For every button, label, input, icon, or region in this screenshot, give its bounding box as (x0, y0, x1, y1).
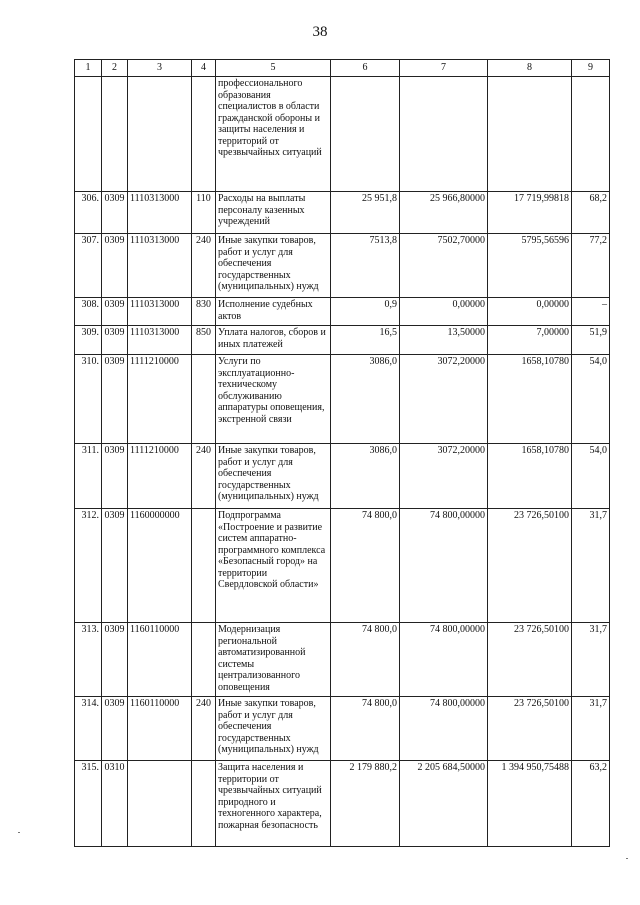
value-col-8: 17 719,99818 (488, 192, 572, 234)
value-col-7: 13,50000 (400, 326, 488, 355)
item-name: Уплата налогов, сборов и иных платежей (216, 326, 331, 355)
expense-type (192, 355, 216, 444)
value-col-8: 1658,10780 (488, 444, 572, 509)
section-code: 0309 (102, 355, 128, 444)
value-col-7 (400, 77, 488, 192)
value-col-7: 74 800,00000 (400, 623, 488, 697)
value-col-8: 23 726,50100 (488, 697, 572, 761)
value-col-7: 3072,20000 (400, 355, 488, 444)
column-header: 8 (488, 60, 572, 77)
row-number: 314. (75, 697, 102, 761)
value-col-8 (488, 77, 572, 192)
target-code (128, 761, 192, 847)
value-col-7: 7502,70000 (400, 234, 488, 298)
column-header: 3 (128, 60, 192, 77)
expense-type (192, 509, 216, 623)
value-col-6: 0,9 (331, 298, 400, 326)
value-col-6: 74 800,0 (331, 697, 400, 761)
page-number: 38 (312, 24, 328, 40)
target-code: 1110313000 (128, 298, 192, 326)
row-number: 315. (75, 761, 102, 847)
value-col-6: 7513,8 (331, 234, 400, 298)
column-header: 4 (192, 60, 216, 77)
expense-type: 240 (192, 697, 216, 761)
budget-table (74, 59, 610, 847)
table-row (75, 509, 610, 623)
item-name: Исполнение судебных актов (216, 298, 331, 326)
row-number: 306. (75, 192, 102, 234)
expense-type: 240 (192, 444, 216, 509)
expense-type: 850 (192, 326, 216, 355)
target-code: 1160110000 (128, 623, 192, 697)
item-name: Защита населения и территории от чрезвычайных ситуаций природного и техногенного характера, пожарная безопасность (216, 761, 331, 847)
expense-type: 110 (192, 192, 216, 234)
section-code: 0309 (102, 192, 128, 234)
value-col-8: 23 726,50100 (488, 509, 572, 623)
section-code: 0310 (102, 761, 128, 847)
row-number (75, 77, 102, 192)
table-row (75, 355, 610, 444)
value-col-6: 74 800,0 (331, 509, 400, 623)
table-row (75, 192, 610, 234)
table-row (75, 298, 610, 326)
value-col-9: 54,0 (572, 444, 610, 509)
value-col-9: 31,7 (572, 697, 610, 761)
expense-type: 830 (192, 298, 216, 326)
value-col-8: 1 394 950,75488 (488, 761, 572, 847)
value-col-7: 74 800,00000 (400, 697, 488, 761)
row-number: 313. (75, 623, 102, 697)
section-code: 0309 (102, 623, 128, 697)
section-code: 0309 (102, 697, 128, 761)
row-number: 307. (75, 234, 102, 298)
table-row (75, 234, 610, 298)
value-col-9 (572, 77, 610, 192)
column-header: 6 (331, 60, 400, 77)
value-col-6: 16,5 (331, 326, 400, 355)
section-code: 0309 (102, 444, 128, 509)
row-number: 312. (75, 509, 102, 623)
column-header: 7 (400, 60, 488, 77)
scan-speck (18, 832, 20, 833)
column-header: 1 (75, 60, 102, 77)
value-col-8: 0,00000 (488, 298, 572, 326)
section-code: 0309 (102, 509, 128, 623)
row-number: 308. (75, 298, 102, 326)
item-name: Модернизация региональной автоматизированной системы централизованного оповещения (216, 623, 331, 697)
column-header: 2 (102, 60, 128, 77)
item-name: Иные закупки товаров, работ и услуг для обеспечения государственных (муниципальных) нужд (216, 697, 331, 761)
expense-type (192, 77, 216, 192)
value-col-9: 68,2 (572, 192, 610, 234)
value-col-8: 5795,56596 (488, 234, 572, 298)
row-number: 311. (75, 444, 102, 509)
item-name: Иные закупки товаров, работ и услуг для обеспечения государственных (муниципальных) нужд (216, 444, 331, 509)
value-col-9: 77,2 (572, 234, 610, 298)
table-row (75, 761, 610, 847)
value-col-6: 74 800,0 (331, 623, 400, 697)
value-col-7: 74 800,00000 (400, 509, 488, 623)
value-col-9: – (572, 298, 610, 326)
table-row (75, 77, 610, 192)
column-header: 9 (572, 60, 610, 77)
value-col-7: 0,00000 (400, 298, 488, 326)
table-row (75, 326, 610, 355)
target-code: 1160110000 (128, 697, 192, 761)
value-col-6: 3086,0 (331, 355, 400, 444)
value-col-8: 1658,10780 (488, 355, 572, 444)
target-code: 1160000000 (128, 509, 192, 623)
table-row (75, 623, 610, 697)
section-code: 0309 (102, 298, 128, 326)
table-row (75, 697, 610, 761)
value-col-6 (331, 77, 400, 192)
section-code (102, 77, 128, 192)
scan-speck (626, 858, 628, 859)
value-col-9: 31,7 (572, 623, 610, 697)
value-col-7: 25 966,80000 (400, 192, 488, 234)
value-col-9: 51,9 (572, 326, 610, 355)
row-number: 310. (75, 355, 102, 444)
value-col-7: 3072,20000 (400, 444, 488, 509)
value-col-6: 3086,0 (331, 444, 400, 509)
item-name: Расходы на выплаты персоналу казенных учреждений (216, 192, 331, 234)
expense-type (192, 761, 216, 847)
item-name: Услуги по эксплуатационно-техническому обслуживанию аппаратуры оповещения, экстренной связи (216, 355, 331, 444)
target-code (128, 77, 192, 192)
target-code: 1110313000 (128, 192, 192, 234)
row-number: 309. (75, 326, 102, 355)
value-col-8: 23 726,50100 (488, 623, 572, 697)
target-code: 1110313000 (128, 326, 192, 355)
table-header-row (75, 60, 610, 77)
value-col-7: 2 205 684,50000 (400, 761, 488, 847)
table-row (75, 444, 610, 509)
section-code: 0309 (102, 326, 128, 355)
value-col-9: 63,2 (572, 761, 610, 847)
value-col-9: 31,7 (572, 509, 610, 623)
value-col-6: 25 951,8 (331, 192, 400, 234)
value-col-9: 54,0 (572, 355, 610, 444)
value-col-8: 7,00000 (488, 326, 572, 355)
target-code: 1110313000 (128, 234, 192, 298)
value-col-6: 2 179 880,2 (331, 761, 400, 847)
item-name: Подпрограмма «Построение и развитие систем аппаратно-программного комплекса «Безопасный город» на территории Свердловской области» (216, 509, 331, 623)
expense-type (192, 623, 216, 697)
item-name: Иные закупки товаров, работ и услуг для обеспечения государственных (муниципальных) нужд (216, 234, 331, 298)
target-code: 1111210000 (128, 444, 192, 509)
section-code: 0309 (102, 234, 128, 298)
expense-type: 240 (192, 234, 216, 298)
item-name: профессионального образования специалистов в области гражданской обороны и защиты населения и территорий от чрезвычайных ситуаций (216, 77, 331, 192)
target-code: 1111210000 (128, 355, 192, 444)
column-header: 5 (216, 60, 331, 77)
